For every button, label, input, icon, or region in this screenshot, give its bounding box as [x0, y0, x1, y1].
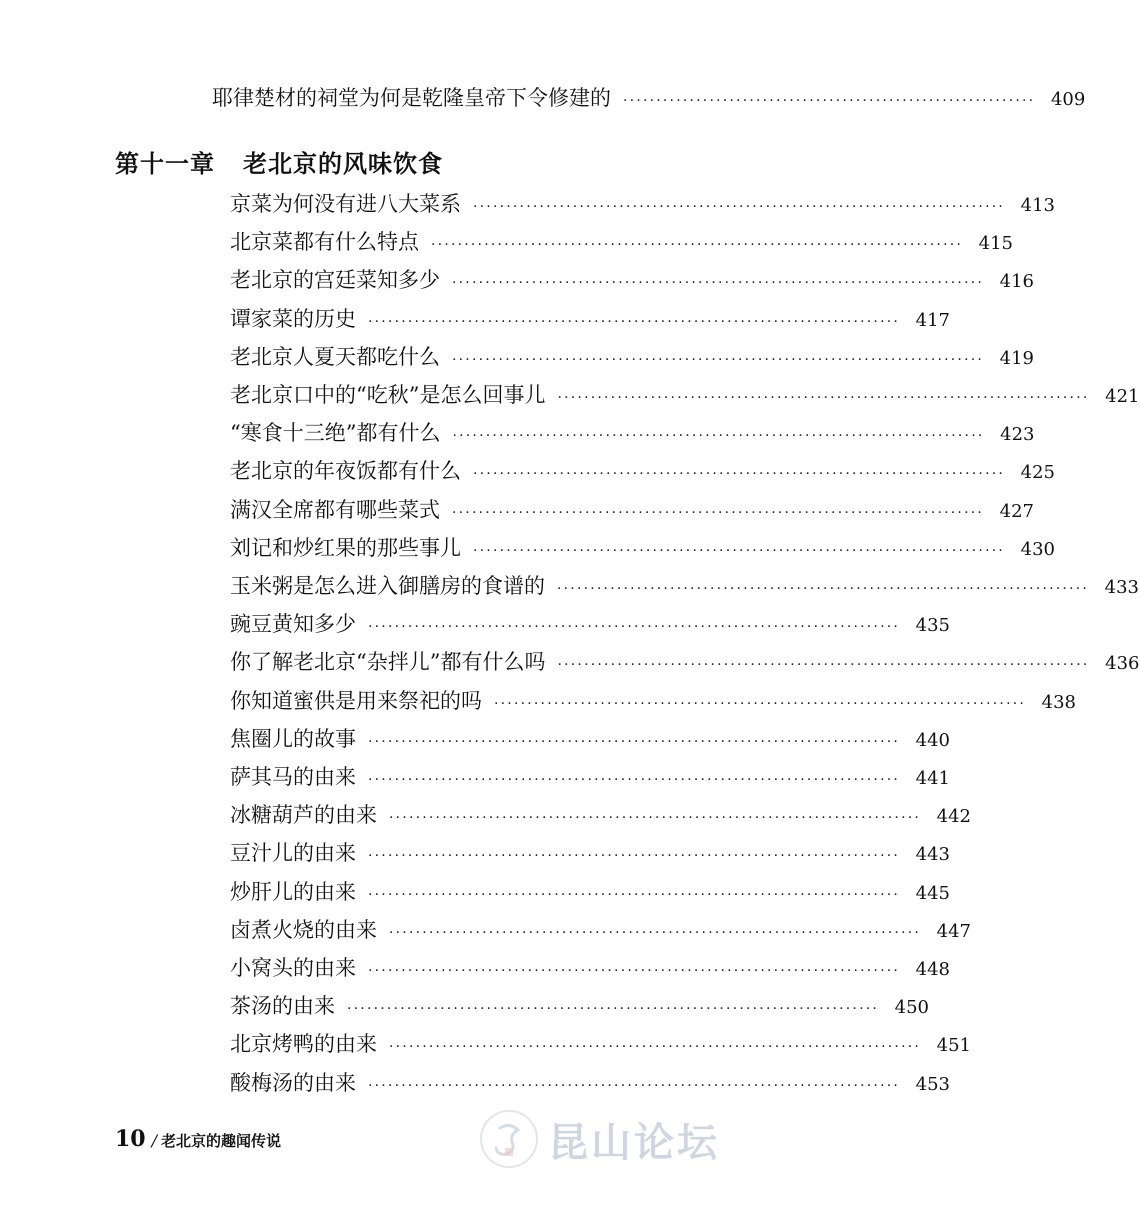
- toc-entry-page: 415: [978, 233, 1014, 255]
- toc-entry-title: 北京烤鸭的由来: [230, 1032, 377, 1057]
- toc-entry-title: 耶律楚材的祠堂为何是乾隆皇帝下令修建的: [212, 86, 611, 110]
- toc-entry-title: 冰糖葫芦的由来: [230, 803, 377, 828]
- toc-entry-title: 谭家菜的历史: [230, 306, 356, 331]
- toc-entry[interactable]: [230, 381, 1140, 412]
- leader-dots: ················································································: [368, 1077, 901, 1094]
- toc-entry-title: 豆汁儿的由来: [230, 841, 356, 866]
- toc-entry-title: 老北京的年夜饭都有什么: [230, 459, 461, 484]
- watermark: [478, 1108, 720, 1170]
- toc-entry[interactable]: [230, 305, 951, 336]
- toc-entry-page: 433: [1104, 577, 1140, 598]
- leader-dots: ················································································: [452, 351, 985, 368]
- footer-separator: /: [151, 1131, 158, 1150]
- leader-dots: ······························································: [623, 93, 1036, 109]
- toc-entry-title: 你知道蜜供是用来祭祀的吗: [230, 688, 482, 713]
- toc-entry-title: 酸梅汤的由来: [230, 1070, 356, 1095]
- leader-dots: ················································································: [494, 695, 1027, 712]
- leader-dots: ················································································: [389, 810, 922, 827]
- footer-book-title: 老北京的趣闻传说: [161, 1132, 282, 1150]
- toc-entry[interactable]: [230, 572, 1140, 603]
- toc-entry-title: 你了解老北京“杂拌儿”都有什么吗: [230, 650, 546, 675]
- leader-dots: ················································································: [473, 542, 1006, 559]
- toc-entry-title: 豌豆黄知多少: [230, 612, 356, 637]
- toc-entry-title: 萨其马的由来: [230, 765, 356, 789]
- leader-dots: ················································································: [347, 1001, 880, 1018]
- leader-dots: ················································································: [452, 275, 985, 292]
- toc-entry-title: 北京菜都有什么特点: [230, 230, 419, 255]
- leader-dots: ················································································: [473, 199, 1006, 215]
- toc-entry[interactable]: [230, 992, 930, 1023]
- toc-entry-page: 440: [915, 729, 951, 751]
- toc-entry[interactable]: [230, 228, 1014, 259]
- toc-entry-page: 453: [915, 1073, 951, 1095]
- leader-dots: ················································································: [389, 1039, 922, 1056]
- toc-entry-page: 427: [999, 500, 1035, 522]
- toc-entry[interactable]: [230, 496, 1035, 527]
- leader-dots: ················································································: [473, 466, 1006, 483]
- leader-dots: ················································································: [431, 237, 964, 254]
- leader-dots: ················································································: [557, 390, 1090, 406]
- toc-entry-title: 炒肝儿的由来: [230, 879, 356, 904]
- toc-entry-top[interactable]: [212, 84, 1086, 115]
- toc-entry-page: 409: [1050, 89, 1086, 110]
- toc-entry[interactable]: [230, 343, 1035, 374]
- toc-entry-title: 焦圈儿的故事: [230, 726, 356, 751]
- toc-entry-page: 441: [915, 768, 951, 789]
- leader-dots: ················································································: [368, 772, 901, 788]
- toc-entry[interactable]: [230, 1069, 951, 1100]
- toc-entry[interactable]: [230, 534, 1056, 565]
- toc-entry-page: 450: [894, 997, 930, 1019]
- toc-entry[interactable]: [230, 916, 972, 947]
- leader-dots: ················································································: [368, 886, 901, 903]
- toc-entry-page: 417: [915, 309, 951, 331]
- toc-entry-title: “寒食十三绝”都有什么: [230, 421, 441, 446]
- toc-entry-page: 416: [999, 271, 1035, 293]
- toc-entry[interactable]: [230, 801, 972, 832]
- toc-entry-page: 421: [1105, 386, 1140, 407]
- page-footer: [115, 1126, 281, 1152]
- toc-entry-title: 老北京口中的“吃秋”是怎么回事儿: [230, 383, 546, 407]
- toc-entry-page: 443: [915, 844, 951, 866]
- leader-dots: ················································································: [368, 619, 901, 636]
- toc-entry[interactable]: [230, 1030, 972, 1061]
- toc-entry-page: 430: [1020, 538, 1056, 560]
- toc-entry-page: 425: [1020, 462, 1056, 484]
- leader-dots: ················································································: [557, 581, 1090, 597]
- toc-entry-title: 京菜为何没有进八大菜系: [230, 192, 461, 216]
- toc-entry-page: 445: [915, 882, 951, 904]
- toc-entry-page: 447: [936, 920, 972, 942]
- leader-dots: ················································································: [368, 963, 901, 979]
- toc-entry[interactable]: [230, 457, 1056, 488]
- toc-entry-title: 茶汤的由来: [230, 994, 335, 1019]
- toc-entry-title: 玉米粥是怎么进入御膳房的食谱的: [230, 574, 545, 598]
- toc-entry-page: 423: [1000, 424, 1035, 446]
- toc-entry-title: 卤煮火烧的由来: [230, 917, 377, 942]
- seal-logo-icon: [478, 1108, 540, 1170]
- leader-dots: ················································································: [389, 924, 922, 941]
- toc-entry[interactable]: [230, 190, 1056, 221]
- chapter-title: 老北京的风味饮食: [243, 150, 443, 178]
- toc-entry-title: 小窝头的由来: [230, 956, 356, 980]
- leader-dots: ················································································: [557, 657, 1090, 674]
- toc-entry-page: 436: [1105, 653, 1140, 675]
- chapter-number: 第十一章: [115, 150, 215, 178]
- leader-dots: ················································································: [368, 733, 901, 750]
- leader-dots: ················································································: [452, 428, 985, 445]
- leader-dots: ················································································: [368, 848, 901, 865]
- toc-entry-page: 413: [1020, 195, 1056, 216]
- toc-entry-page: 435: [915, 615, 951, 637]
- toc-entry-page: 451: [936, 1035, 972, 1057]
- leader-dots: ················································································: [452, 504, 985, 521]
- toc-entry-title: 老北京人夏天都吃什么: [230, 344, 440, 369]
- toc-entry-page: 419: [999, 347, 1035, 369]
- toc-entry[interactable]: [230, 266, 1035, 297]
- toc-entry[interactable]: [230, 687, 1077, 718]
- toc-entry-page: 438: [1041, 691, 1077, 713]
- toc-entry[interactable]: [230, 725, 951, 756]
- watermark-text: 昆山论坛: [548, 1119, 720, 1166]
- toc-entry-page: 448: [915, 959, 951, 980]
- footer-page-number: 10: [115, 1126, 146, 1152]
- toc-entry[interactable]: [230, 878, 951, 909]
- toc-entry-title: 刘记和炒红果的那些事儿: [230, 535, 461, 560]
- toc-entry[interactable]: [230, 954, 951, 985]
- toc-entry[interactable]: [230, 839, 951, 870]
- toc-entry-title: 满汉全席都有哪些菜式: [230, 497, 440, 522]
- toc-entry[interactable]: [230, 610, 951, 641]
- toc-entry[interactable]: [230, 648, 1140, 679]
- toc-entry[interactable]: [230, 763, 951, 794]
- toc-entry[interactable]: [230, 419, 1035, 450]
- leader-dots: ················································································: [368, 313, 901, 330]
- toc-entry-page: 442: [936, 806, 972, 828]
- toc-entry-title: 老北京的宫廷菜知多少: [230, 268, 440, 293]
- chapter-heading: [115, 144, 443, 179]
